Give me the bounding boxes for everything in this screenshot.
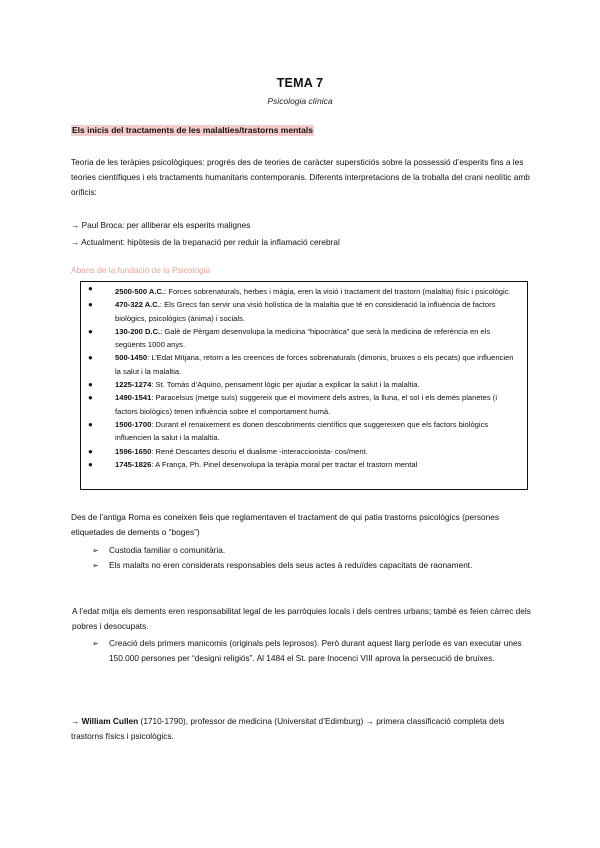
- timeline-text: : René Descartes descriu el dualisme -interaccionista- cos/ment.: [151, 446, 368, 456]
- timeline-item: [81, 378, 527, 391]
- timeline-item: [81, 325, 527, 352]
- timeline-date: 130-200 D.C.: [115, 326, 161, 336]
- timeline-text: : Durant el renaixement es donen descobriments científics que suggereixen que els factors biològics influencien la salut i la malaltia.: [115, 419, 489, 443]
- timeline-text: : Paracelsus (metge suís) suggereix que el moviment dels astres, la lluna, el sol i els demés planetes (i factors biològics) tenen influència sobre el comportament humà.: [115, 393, 498, 416]
- timeline-text: : Els Grecs fan servir una visió holística de la malaltia que té en consideració la influència de factors biològics, psicològics (ànima) i socials.: [115, 300, 496, 323]
- roma-point: [92, 558, 532, 573]
- timeline-item: [81, 391, 527, 418]
- cullen-paragraph: [71, 714, 531, 744]
- timeline-subheading: Abans de la fundació de la Psicologia: [71, 265, 211, 275]
- timeline-date: 1490-1541: [115, 393, 152, 403]
- bullet-icon: ●: [88, 326, 93, 336]
- timeline-item: [81, 418, 527, 445]
- cullen-name: William Cullen: [81, 716, 139, 726]
- timeline-text: : A França, Ph. Pinel desenvolupa la teràpia moral per tractar el trastorn mental: [151, 459, 418, 469]
- timeline-item: [81, 298, 527, 325]
- intro-paragraph: Teoria de les teràpies psicològiques: progrés des de teories de caràcter supersticiós sobre la possessió d’esperits fins a les teories científiques i els tractaments humanitaris contemporanis. Diferents interpretacions de la troballa del crani neolític amb orificis:: [71, 157, 530, 197]
- timeline-item: [81, 445, 527, 458]
- roma-point: [92, 543, 532, 558]
- arrowhead-bullet-icon: ➢: [92, 561, 99, 570]
- section-heading: Els inicis del tractaments de les malalties/trastorns mentals: [72, 125, 313, 135]
- bullet-icon: ●: [88, 300, 93, 310]
- timeline-date: 500-1450: [115, 353, 148, 363]
- bullet-icon: ●: [88, 380, 93, 390]
- timeline-text: : Forces sobrenaturals, herbes i màgia, eren la visió i tractament del trastorn (malaltia) físic i psicològic.: [164, 287, 511, 296]
- arrow-item-actualment: → Actualment: hipòtesis de la trepanació per reduir la inflamació cerebral: [71, 237, 340, 247]
- timeline-list: [81, 282, 527, 471]
- timeline-date: 2500-500 A.C.: [115, 287, 165, 296]
- bullet-icon: ●: [88, 353, 93, 363]
- timeline-text: : L’Edat Mitjana, retorn a les creences de forces sobrenaturals (dimonis, bruixes o els pecats) que influencien la salut i la malaltia.: [115, 353, 514, 376]
- timeline-text: : St. Tomàs d’Aquino, pensament lògic per ajudar a explicar la salut i la malaltia.: [151, 380, 420, 390]
- bullet-icon: ●: [88, 446, 93, 456]
- arrow-item-broca: → Paul Broca: per alliberar els esperits malignes: [71, 220, 251, 230]
- cullen-rest: (1710-1790), professor de medicina (Universitat d’Edimburg) → primera classificació completa dels trastorns físics i psicològics.: [71, 716, 505, 741]
- arrowhead-bullet-icon: ➢: [92, 639, 99, 648]
- edat-point: [92, 636, 532, 666]
- roma-point-text: Custodia familiar o comunitària.: [109, 545, 226, 555]
- edat-mitja-paragraph: A l’edat mitja els dements eren responsabilitat legal de les parròquies locals i dels centres urbans; també es feien càrrec dels pobres i desocupats.: [72, 606, 531, 631]
- page-title: TEMA 7: [276, 76, 324, 90]
- page-subtitle: Psicologia clínica: [267, 96, 333, 106]
- timeline-date: 470-322 A.C.: [115, 300, 160, 310]
- bullet-icon: ●: [88, 419, 93, 429]
- edat-point-text: Creació dels primers manicomis (originals pels leprosos). Però durant aquest llarg període es van executar unes 150.000 persones per “designi religiós”. Al 1484 el St. pare Inocenci VIII aprova la persecució de bruixes.: [109, 638, 522, 663]
- roma-point-text: Els malalts no eren considerats responsables dels seus actes à reduïdes capacitats de raonament.: [109, 560, 473, 570]
- timeline-date: 1596-1650: [115, 446, 152, 456]
- timeline-box: [80, 281, 528, 490]
- timeline-text: : Galè de Pèrgam desenvolupa la medicina “hipocràtica” que serà la medicina de referència en els següents 1000 anys.: [115, 326, 491, 350]
- bullet-icon: ●: [88, 284, 93, 293]
- timeline-item: [81, 351, 527, 378]
- timeline-item: [81, 282, 527, 298]
- bullet-icon: ●: [88, 393, 93, 403]
- cullen-prefix: →: [71, 716, 82, 726]
- roma-paragraph: Des de l’antiga Roma es coneixen lleis que reglamentaven el tractament de qui patia trastorns psicològics (persones etiquetades de dements o “boges”): [71, 512, 499, 537]
- timeline-date: 1500-1700: [115, 419, 152, 429]
- timeline-date: 1745-1826: [115, 459, 152, 469]
- arrowhead-bullet-icon: ➢: [92, 546, 99, 555]
- bullet-icon: ●: [88, 459, 93, 469]
- timeline-date: 1225-1274: [115, 380, 152, 390]
- timeline-item: [81, 458, 527, 471]
